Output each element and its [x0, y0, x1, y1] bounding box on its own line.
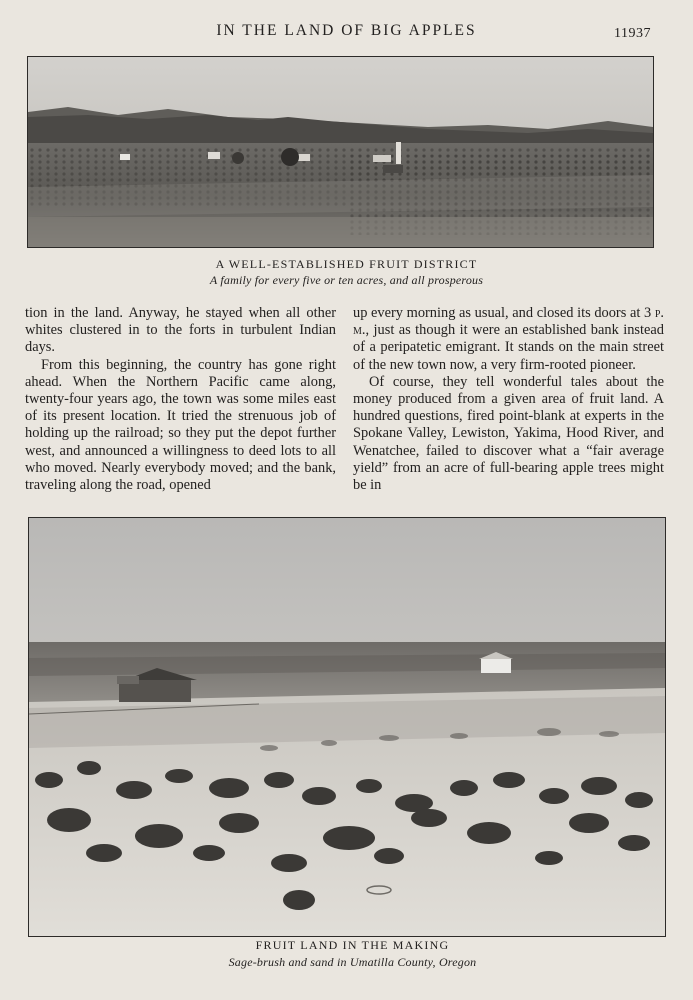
- running-head: IN THE LAND OF BIG APPLES: [216, 22, 477, 39]
- paragraph: From this beginning, the country has gone right ahead. When the Northern Pacific came along, twenty-four years ago, the town was some miles east of its present location. It tried the strenuous job of holding up the railroad; so they put the depot further west, and announced a willingness to deed lots to all who moved. Nearly everybody moved; and the bank, traveling along the road, opened: [25, 356, 336, 494]
- text-column-left: [25, 305, 336, 494]
- paragraph: Of course, they tell wonderful tales about the money produced from a given area of fruit land. A hundred questions, fired point-blank at experts in the Spokane Valley, Lewiston, Yakima, Hood River, and Wenatchee, failed to discover what a “fair average yield” from an acre of full-bearing apple trees might be in: [353, 373, 664, 494]
- sagebrush-landscape-icon: [29, 518, 665, 936]
- figure-2-title: FRUIT LAND IN THE MAKING: [255, 938, 450, 952]
- paragraph: tion in the land. Anyway, he stayed when all other whites clustered in to the forts in turbulent Indian days.: [25, 305, 336, 356]
- orchard-panorama-photo: [27, 56, 654, 248]
- sagebrush-landscape-photo: [28, 517, 666, 937]
- text-column-right: [353, 305, 664, 494]
- paragraph-text: just as though it were an established bank instead of a peripatetic emigrant. It stands on the main street of the new town now, a very firm-rooted pioneer.: [353, 322, 664, 373]
- figure-1-title: A WELL-ESTABLISHED FRUIT DISTRICT: [215, 257, 478, 271]
- figure-2-caption: Sage-brush and sand in Umatilla County, Oregon: [228, 955, 477, 969]
- paragraph: [353, 305, 664, 374]
- paragraph-text: up every morning as usual, and closed its doors at 3: [353, 305, 652, 321]
- figure-1-caption: A family for every five or ten acres, and all prosperous: [209, 273, 484, 287]
- page-number: 11937: [614, 26, 651, 41]
- time-abbreviation: p. m.,: [353, 305, 664, 339]
- orchard-panorama-icon: [28, 57, 653, 247]
